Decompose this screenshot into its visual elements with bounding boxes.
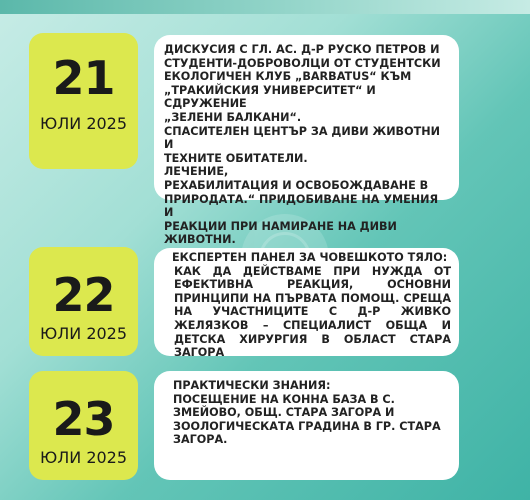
card-line: ЗАГОРА. (173, 433, 228, 447)
card-line: РЕХАБИЛИТАЦИЯ И ОСВОБОЖДАВАНЕ В (164, 178, 429, 192)
date-box-21 (29, 33, 138, 169)
card-line: ЗООЛОГИЧЕСКАТА ГРАДИНА В ГР. СТАРА (173, 419, 441, 433)
event-card-21 (154, 35, 459, 247)
card-line: ТЕХНИТЕ ОБИТАТЕЛИ. (164, 151, 308, 165)
event-card-23 (154, 371, 459, 480)
card-line: СПАСИТЕЛЕН ЦЕНТЪР ЗА ДИВИ ЖИВОТНИ И (164, 124, 440, 152)
card-line: ПОСЕЩЕНИЕ НА КОННА БАЗА В С. (173, 392, 395, 406)
card-line: ПРИРОДАТА.“ ПРИДОБИВАНЕ НА УМЕНИЯ И (164, 192, 439, 220)
card-title: ЕКСПЕРТЕН ПАНЕЛ ЗА ЧОВЕШКОТО ТЯЛО: (172, 251, 448, 264)
card-line: ЖИВОТНИ. (164, 233, 236, 247)
card-line: ПРАКТИЧЕСКИ ЗНАНИЯ: (173, 379, 331, 392)
card-line: „ЗЕЛЕНИ БАЛКАНИ“. (164, 110, 302, 124)
card-line: ЛЕЧЕНИЕ, (164, 165, 229, 179)
card-line: „ТРАКИЙСКИЯ УНИВЕРСИТЕТ“ И СДРУЖЕНИЕ (164, 83, 376, 111)
event-day: 23 (52, 392, 115, 446)
card-line: ДИСКУСИЯ С ГЛ. АС. Д-Р РУСКО ПЕТРОВ И (164, 43, 440, 56)
event-month: ЮЛИ 2025 (39, 324, 128, 343)
event-day: 22 (52, 268, 115, 322)
event-month: ЮЛИ 2025 (39, 114, 128, 133)
date-box-22 (29, 247, 138, 356)
event-day: 21 (52, 51, 115, 105)
card-line: ЗМЕЙОВО, ОБЩ. СТАРА ЗАГОРА И (173, 406, 395, 420)
card-line: ЕКОЛОГИЧЕН КЛУБ „BARBATUS“ КЪМ (164, 70, 412, 84)
event-month: ЮЛИ 2025 (39, 448, 128, 467)
card-line: СТУДЕНТИ-ДОБРОВОЛЦИ ОТ СТУДЕНТСКИ (164, 56, 441, 70)
card-line: РЕАКЦИИ ПРИ НАМИРАНЕ НА ДИВИ (164, 219, 397, 233)
top-header-strip (0, 0, 530, 14)
date-box-23 (29, 371, 138, 480)
card-body: КАК ДА ДЕЙСТВАМЕ ПРИ НУЖДА ОТ ЕФЕКТИВНА РЕАКЦИЯ, ОСНОВНИ ПРИНЦИПИ НА ПЪРВАТА ПОМОЩ. СРЕЩА НА УЧАСТНИЦИТЕ С Д-Р ЖИВКО ЖЕЛЯЗКОВ – СПЕЦИАЛИСТ ОБЩА И ДЕТСКА ХИРУРГИЯ В ОБЛАСТ СТАРА ЗАГОРА (174, 264, 451, 360)
event-card-22 (154, 248, 459, 360)
